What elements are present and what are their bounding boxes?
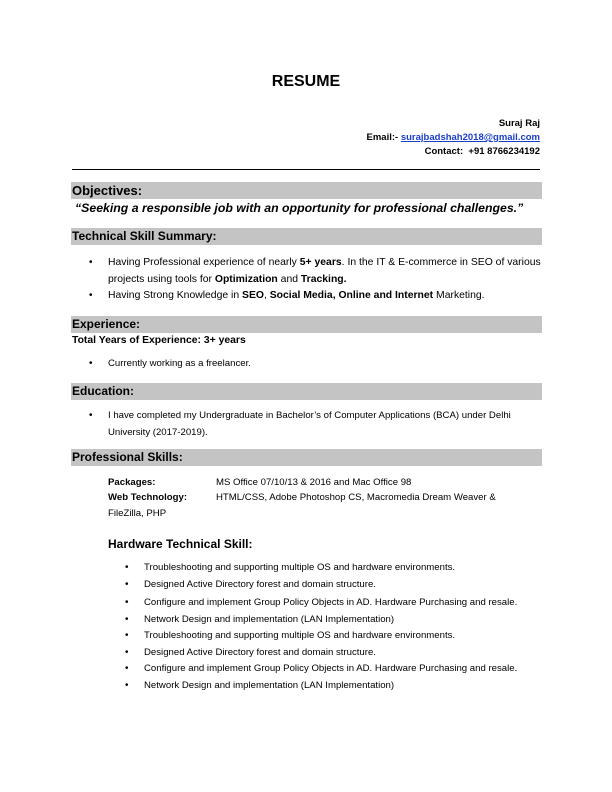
web-technology-label: Web Technology: bbox=[108, 492, 188, 503]
phone-label: Contact: bbox=[424, 146, 464, 157]
packages-value: MS Office 07/10/13 & 2016 and Mac Office 98 bbox=[216, 477, 412, 488]
technical-summary-list bbox=[108, 255, 543, 305]
education-heading: Education: bbox=[71, 383, 542, 400]
list-item: • Configure and implement Group Policy Objects in AD. Hardware Purchasing and resale. bbox=[144, 661, 539, 678]
page-title: RESUME bbox=[271, 73, 341, 90]
phone-value: +91 8766234192 bbox=[468, 146, 540, 157]
objective-text: “Seeking a responsible job with an opportunity for professional challenges.” bbox=[75, 201, 524, 215]
hardware-heading: Hardware Technical Skill: bbox=[108, 537, 253, 551]
web-technology-row bbox=[108, 490, 548, 507]
email-link[interactable]: surajbadshah2018@gmail.com bbox=[400, 132, 540, 143]
web-technology-value: HTML/CSS, Adobe Photoshop CS, Macromedia Dream Weaver & bbox=[216, 492, 496, 503]
list-item: • Having Strong Knowledge in SEO, Social Media, Online and Internet Marketing. bbox=[108, 288, 543, 305]
email-label: Email:- bbox=[366, 132, 399, 143]
list-item: • Network Design and implementation (LAN Implementation) bbox=[144, 678, 539, 695]
contact-email-line bbox=[367, 131, 540, 145]
contact-name: Suraj Raj bbox=[498, 118, 540, 129]
experience-total: Total Years of Experience: 3+ years bbox=[72, 335, 246, 346]
list-item: • I have completed my Undergraduate in Bachelor’s of Computer Applications (BCA) under Delhi University (2017-2019). bbox=[108, 408, 518, 441]
list-item: • Having Professional experience of nearly 5+ years. In the IT & E-commerce in SEO of various projects using tools for Optimization and Tracking. bbox=[108, 255, 543, 288]
technical-summary-heading: Technical Skill Summary: bbox=[71, 228, 542, 245]
web-technology-cont: FileZilla, PHP bbox=[108, 508, 167, 519]
header-divider bbox=[72, 169, 540, 170]
list-item: • Currently working as a freelancer. bbox=[108, 356, 543, 373]
list-item: • Designed Active Directory forest and domain structure. bbox=[144, 645, 539, 662]
professional-skills-heading: Professional Skills: bbox=[71, 449, 542, 466]
list-item: • Network Design and implementation (LAN Implementation) bbox=[144, 612, 539, 629]
education-list bbox=[108, 408, 518, 441]
list-item: • Troubleshooting and supporting multiple OS and hardware environments. bbox=[144, 560, 539, 577]
experience-heading: Experience: bbox=[71, 316, 542, 333]
list-item: • Troubleshooting and supporting multiple OS and hardware environments. bbox=[144, 628, 539, 645]
packages-label: Packages: bbox=[108, 477, 156, 488]
objectives-heading: Objectives: bbox=[71, 182, 542, 199]
hardware-list bbox=[144, 560, 539, 694]
list-item: • Designed Active Directory forest and domain structure. bbox=[144, 577, 539, 594]
contact-phone-line bbox=[425, 145, 540, 159]
list-item: • Configure and implement Group Policy Objects in AD. Hardware Purchasing and resale. bbox=[144, 595, 539, 612]
experience-list bbox=[108, 356, 543, 373]
